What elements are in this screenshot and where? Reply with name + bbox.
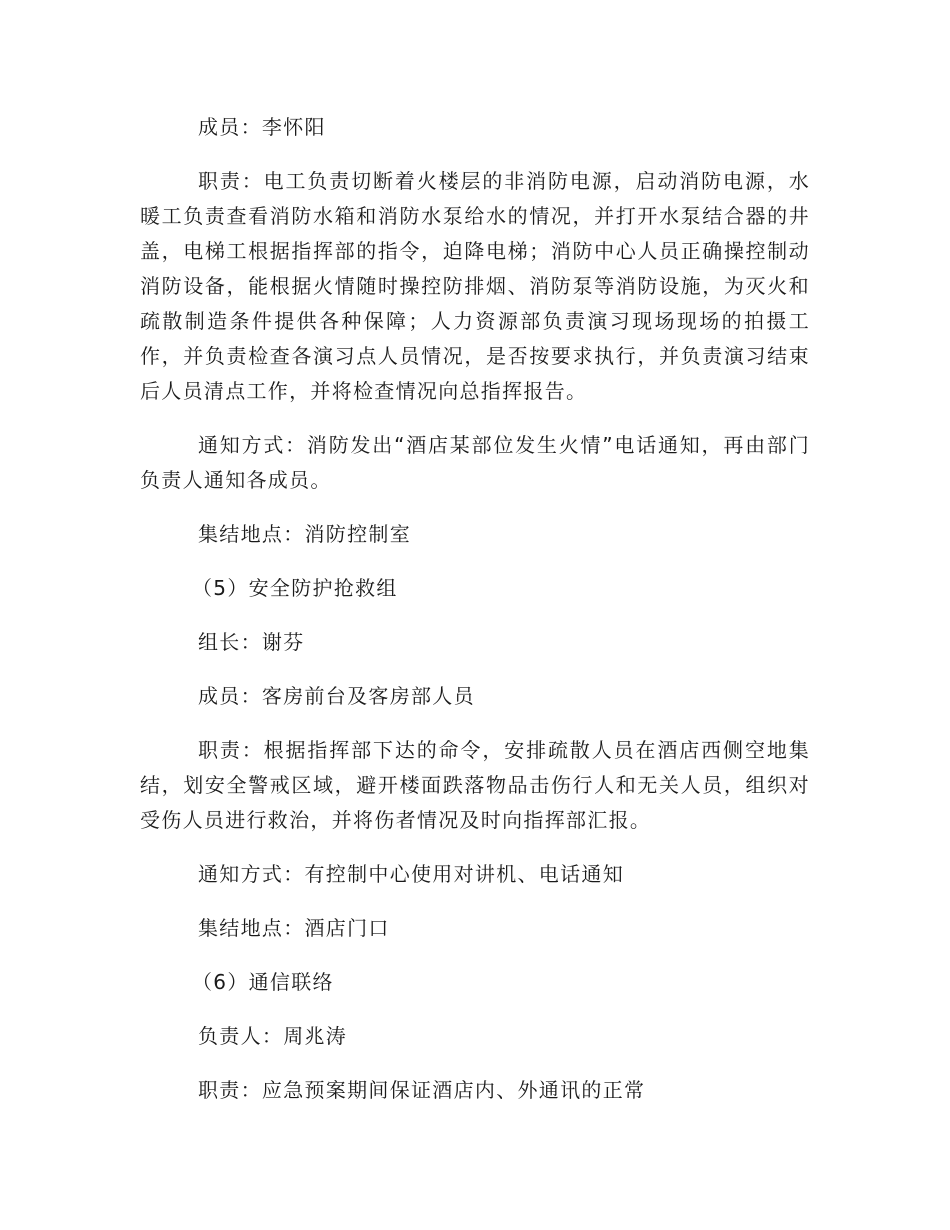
assembly-point: 集结地点：酒店门口 — [198, 916, 390, 940]
notification-method: 通知方式：有控制中心使用对讲机、电话通知 — [198, 862, 624, 886]
section-heading: （6）通信联络 — [192, 970, 334, 994]
member-line: 成员：李怀阳 — [198, 115, 326, 139]
group-leader: 组长：谢芬 — [198, 630, 305, 654]
member-line: 成员：客房前台及客房部人员 — [198, 684, 475, 708]
notification-method: 通知方式：消防发出“酒店某部位发生火情”电话通知，再由部门负责人通知各成员。 — [140, 433, 810, 492]
duty-paragraph: 职责：应急预案期间保证酒店内、外通讯的正常 — [198, 1078, 646, 1102]
section-heading: （5）安全防护抢救组 — [192, 576, 398, 600]
duty-paragraph: 职责：根据指挥部下达的命令，安排疏散人员在酒店西侧空地集结，划安全警戒区域，避开楼面跌落物品击伤行人和无关人员，组织对受伤人员进行救治，并将伤者情况及时向指挥部汇报。 — [140, 738, 810, 832]
duty-paragraph: 职责：电工负责切断着火楼层的非消防电源，启动消防电源，水暖工负责查看消防水箱和消防水泵给水的情况，并打开水泵结合器的井盖，电梯工根据指挥部的指令，迫降电梯；消防中心人员正确操控制动消防设备，能根据火情随时操控防排烟、消防泵等消防设施，为灭火和疏散制造条件提供各种保障；人力资源部负责演习现场现场的拍摄工作，并负责检查各演习点人员情况，是否按要求执行，并负责演习结束后人员清点工作，并将检查情况向总指挥报告。 — [140, 169, 810, 403]
person-in-charge: 负责人：周兆涛 — [198, 1024, 348, 1048]
assembly-point: 集结地点：消防控制室 — [198, 522, 411, 546]
document-body — [140, 110, 810, 1127]
